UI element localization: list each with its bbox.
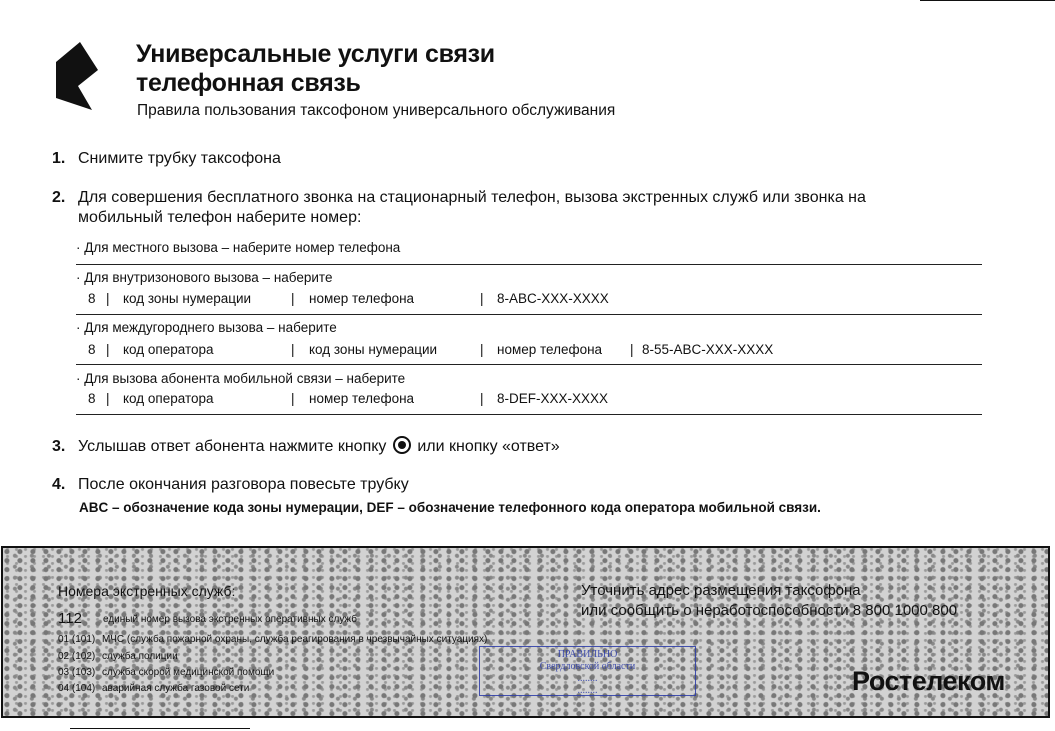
step-number: 1. (52, 150, 66, 167)
document-subtitle: Правила пользования таксофоном универсального обслуживания (137, 102, 616, 119)
step-text: После окончания разговора повесьте трубку (78, 476, 409, 493)
stamp-line: ПРАВИЛЬНО (557, 649, 618, 660)
emergency-desc: служба полиции (102, 651, 178, 662)
separator: | (291, 391, 295, 406)
emergency-code: 01 (101) (58, 634, 96, 645)
separator: | (291, 291, 295, 306)
emergency-code: 04 (104) (58, 683, 96, 694)
emergency-desc: аварийная служба газовой сети (102, 683, 250, 694)
step-text: или кнопку «ответ» (417, 438, 560, 455)
emergency-desc: служба скорой медицинской помощи (102, 667, 275, 678)
step-number: 4. (52, 476, 66, 493)
longdistance-example: 8-55-ABC-XXX-XXXX (642, 342, 774, 357)
mobile-example: 8-DEF-XXX-XXXX (497, 391, 609, 406)
separator: | (480, 291, 484, 306)
intrazone-zone-code: код зоны нумерации (123, 291, 252, 306)
separator: | (480, 342, 484, 357)
stamp-line: ........ (577, 685, 598, 696)
separator: | (630, 342, 634, 357)
emergency-main-desc: единый номер вызова экстренных оперативных служб (103, 614, 357, 625)
step-text: Снимите трубку таксофона (78, 150, 281, 167)
stamp-line: Свердловской области (539, 661, 636, 672)
emergency-main-code: 112 (58, 610, 82, 627)
longdistance-operator-code: код оператора (123, 342, 214, 357)
step-1 (52, 150, 281, 168)
step-text: Услышав ответ абонента нажмите кнопку (78, 438, 387, 455)
step-number: 2. (52, 189, 66, 206)
separator: | (106, 342, 110, 357)
rostelecom-logo-icon (52, 40, 102, 112)
separator: | (291, 342, 295, 357)
emergency-desc: МЧС (служба пожарной охраны, служба реагирования в чрезвычайных ситуациях) (102, 634, 488, 645)
divider (76, 314, 982, 315)
separator: | (480, 391, 484, 406)
separator: | (106, 391, 110, 406)
emergency-title: Номера экстренных служб: (58, 583, 236, 599)
stamp-line: ........ (577, 673, 598, 684)
emergency-code: 03 (103) (58, 667, 96, 678)
mobile-prefix: 8 (88, 391, 96, 406)
mobile-phone-number: номер телефона (309, 391, 415, 406)
code-legend-note: ABC – обозначение кода зоны нумерации, DEF – обозначение телефонного кода оператора мобильной связи. (79, 500, 821, 515)
official-stamp (479, 646, 696, 696)
document-title (136, 40, 495, 98)
payphone-info-line-2: или сообщить о неработоспособности 8 800 1000 800 (581, 602, 958, 619)
emergency-item (58, 683, 249, 694)
longdistance-phone-number: номер телефона (497, 342, 603, 357)
longdistance-prefix: 8 (88, 342, 96, 357)
step-number: 3. (52, 438, 66, 455)
divider (76, 414, 982, 415)
title-line-2: телефонная связь (136, 69, 361, 97)
step-text: Для совершения бесплатного звонка на стационарный телефон, вызова экстренных служб или звонка на мобильный телефон наберите номер: (78, 189, 866, 226)
intrazone-prefix: 8 (88, 291, 96, 306)
intrazone-call-label: · Для внутризонового вызова – наберите (76, 270, 333, 285)
divider (76, 364, 982, 365)
separator: | (106, 291, 110, 306)
title-line-1: Универсальные услуги связи (136, 40, 495, 68)
emergency-code: 02 (102) (58, 651, 96, 662)
scan-edge (920, 0, 1055, 1)
local-call-instruction: · Для местного вызова – наберите номер телефона (76, 240, 401, 255)
longdistance-zone-code: код зоны нумерации (309, 342, 438, 357)
longdistance-call-label: · Для междугороднего вызова – наберите (76, 320, 337, 335)
emergency-item (58, 651, 178, 662)
scan-edge (70, 728, 250, 729)
emergency-item (58, 667, 274, 678)
emergency-item (58, 634, 487, 645)
payphone-info-line-1: Уточнить адрес размещения таксофона (581, 582, 861, 599)
divider (76, 264, 982, 265)
brand-name: Ростелеком (852, 666, 1005, 696)
step-3 (52, 436, 560, 456)
mobile-operator-code: код оператора (123, 391, 214, 406)
mobile-call-label: · Для вызова абонента мобильной связи – наберите (76, 371, 406, 386)
intrazone-example: 8-ABC-XXX-XXXX (497, 291, 609, 306)
step-4 (52, 476, 409, 494)
intrazone-phone-number: номер телефона (309, 291, 415, 306)
answer-button-icon (393, 436, 411, 454)
